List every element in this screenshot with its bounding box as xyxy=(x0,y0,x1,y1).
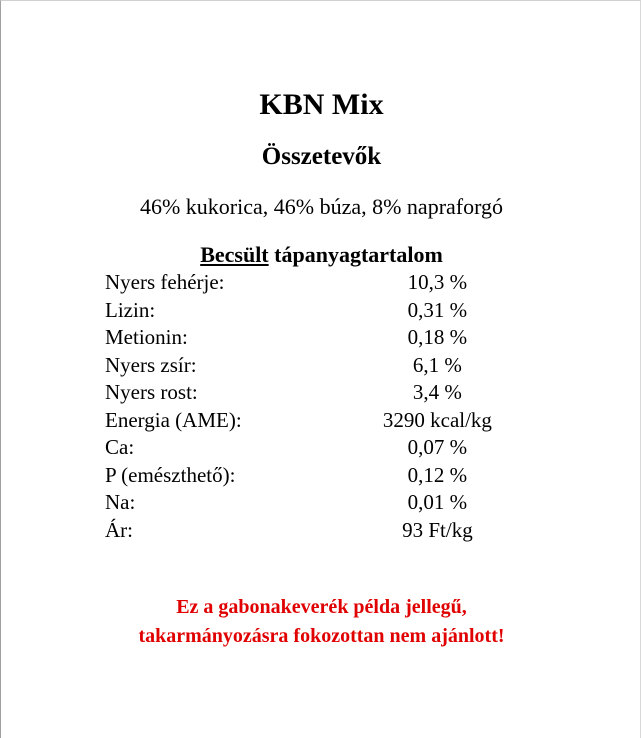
nutrient-label: Ca: xyxy=(105,435,135,459)
nutrient-heading-underlined: Becsült xyxy=(200,242,269,267)
nutrient-label: Metionin: xyxy=(105,325,188,349)
table-row xyxy=(105,324,525,352)
ingredients-text: 46% kukorica, 46% búza, 8% napraforgó xyxy=(139,194,504,219)
nutrient-label: Energia (AME): xyxy=(105,407,242,432)
warning-text xyxy=(1,593,641,651)
nutrient-label: P (emészthető): xyxy=(105,462,236,487)
nutrient-label: Lizin: xyxy=(105,297,156,322)
nutrient-value: 0,18 % xyxy=(407,325,468,349)
nutrient-value: 0,12 % xyxy=(407,462,468,487)
table-row xyxy=(105,379,525,407)
warning-line-1: Ez a gabonakeverék példa jellegű, xyxy=(176,596,467,618)
nutrient-heading-rest: tápanyagtartalom xyxy=(268,242,443,267)
table-row xyxy=(105,489,525,517)
ingredients-heading: Összetevők xyxy=(261,143,382,170)
nutrient-value: 0,31 % xyxy=(407,297,468,322)
table-row xyxy=(105,462,525,490)
table-row xyxy=(105,352,525,380)
nutrient-label: Ár: xyxy=(105,517,133,542)
table-row xyxy=(105,407,525,435)
nutrient-table xyxy=(105,269,525,544)
nutrient-value: 3,4 % xyxy=(412,380,462,404)
nutrient-value: 6,1 % xyxy=(412,352,462,377)
table-row xyxy=(105,434,525,462)
warning-line-2: takarmányozásra fokozottan nem ajánlott! xyxy=(138,625,505,647)
nutrient-label: Nyers fehérje: xyxy=(105,270,225,294)
nutrient-label: Nyers zsír: xyxy=(105,352,197,377)
nutrient-label: Na: xyxy=(105,490,136,514)
nutrient-value: 0,07 % xyxy=(407,435,468,459)
nutrient-value: 3290 kcal/kg xyxy=(382,407,492,432)
table-row xyxy=(105,269,525,297)
nutrient-value: 0,01 % xyxy=(407,490,468,514)
table-row xyxy=(105,297,525,325)
nutrient-label: Nyers rost: xyxy=(105,380,198,404)
nutrient-value: 93 Ft/kg xyxy=(402,517,473,542)
nutrient-heading xyxy=(1,241,641,269)
table-row xyxy=(105,517,525,545)
nutrient-value: 10,3 % xyxy=(407,270,468,294)
page-title: KBN Mix xyxy=(259,88,384,121)
